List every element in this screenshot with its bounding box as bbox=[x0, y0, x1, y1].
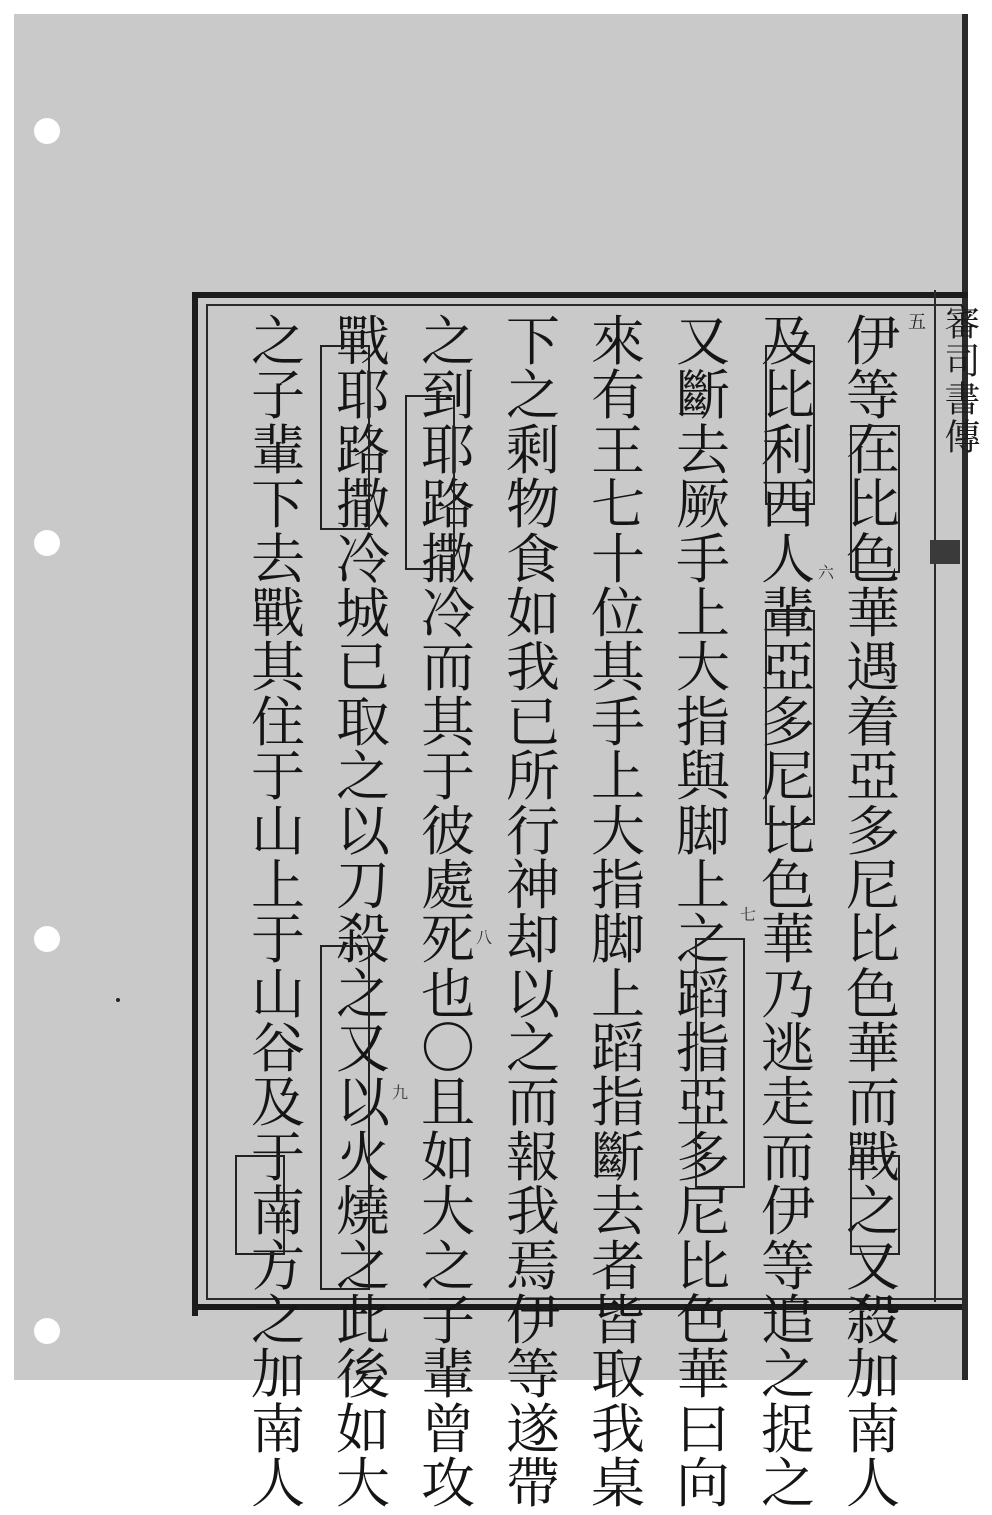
name-box bbox=[765, 610, 815, 825]
binder-hole bbox=[34, 530, 60, 556]
text-column: 之 子 輩 下 去 戰 其 住 于 山 上 于 山 谷 及 于 南 方 之 加 南 人 bbox=[251, 310, 305, 1515]
text-column: 及 比 利 西 人 輩 亞 多 尼 比 色 華 乃 逃 走 而 伊 等 追 之 捉 之 bbox=[761, 310, 815, 1515]
text-column: 來 有 王 七 十 位 其 手 上 大 指 脚 上 蹈 指 斷 去 者 皆 取 我 桌 bbox=[591, 310, 645, 1515]
running-title: 審司書傳 bbox=[939, 304, 980, 456]
binder-hole bbox=[34, 1318, 60, 1344]
note-mark: 七 bbox=[740, 905, 757, 924]
binder-hole bbox=[34, 926, 60, 952]
text-column: 伊 等 在 比 色 華 遇 着 亞 多 尼 比 色 華 而 戰 之 又 殺 加 南 人 bbox=[846, 310, 900, 1515]
name-box bbox=[320, 345, 370, 530]
note-mark: 九 bbox=[392, 1083, 409, 1102]
name-box bbox=[850, 425, 900, 573]
name-box bbox=[405, 395, 455, 570]
binder-hole bbox=[34, 118, 60, 144]
name-box bbox=[320, 945, 370, 1290]
name-box bbox=[695, 938, 745, 1188]
text-column: 又 斷 去 厥 手 上 大 指 與 脚 上 之 蹈 指 亞 多 尼 比 色 華 曰 向 bbox=[676, 310, 730, 1515]
ink-block bbox=[930, 540, 960, 564]
center-rule bbox=[934, 290, 936, 1302]
text-column: 下 之 剩 物 食 如 我 已 所 行 神 却 以 之 而 報 我 焉 伊 等 遂 帶 bbox=[506, 310, 560, 1515]
name-box bbox=[765, 345, 815, 505]
note-mark: 六 bbox=[818, 563, 835, 582]
page-number: 五 bbox=[908, 312, 926, 333]
name-box bbox=[850, 1155, 900, 1255]
note-mark: 八 bbox=[476, 928, 493, 947]
text-column: 戰 耶 路 撒 冷 城 已 取 之 以 刀 殺 之 又 以 火 燒 之 此 後 如 大 bbox=[336, 310, 390, 1515]
speck bbox=[116, 998, 120, 1002]
name-box bbox=[235, 1155, 285, 1255]
text-column: 之 到 耶 路 撒 冷 而 其 于 彼 處 死 也 〇 且 如 大 之 子 輩 曾 攻 bbox=[421, 310, 475, 1515]
